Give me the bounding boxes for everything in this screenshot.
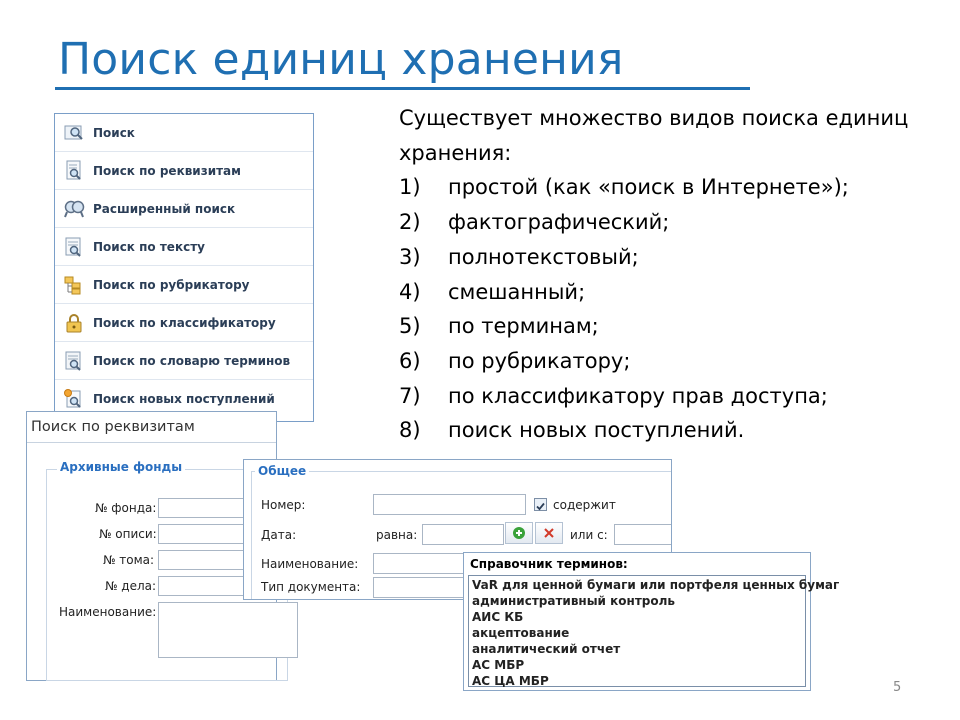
intro-text: Существует множество видов поиска единиц хранения: — [399, 106, 909, 165]
list-number: 6) — [399, 348, 421, 373]
list-item[interactable]: VaR для ценной бумаги или портфеля ценных бумаг — [472, 578, 840, 592]
terms-dictionary — [463, 552, 840, 691]
search-types-text — [399, 101, 939, 448]
text-search-icon — [63, 236, 85, 258]
terms-listbox[interactable] — [468, 575, 840, 688]
title-underline — [55, 87, 750, 90]
name-textarea[interactable] — [158, 602, 298, 658]
list-number: 4) — [399, 279, 421, 304]
list-text: простой (как «поиск в Интернете»); — [448, 175, 849, 200]
search-icon — [63, 122, 85, 144]
menu-item-label: Поиск новых поступлений — [93, 392, 275, 406]
menu-item-label: Поиск по тексту — [93, 239, 205, 254]
doc-type-label: Тип документа: — [261, 580, 361, 594]
list-item — [399, 344, 939, 379]
tom-label: № тома: — [103, 553, 155, 567]
search-types-list — [399, 170, 939, 448]
check-icon — [535, 501, 546, 512]
divider — [27, 442, 276, 443]
list-text: полнотекстовый; — [448, 244, 639, 269]
fond-label: № фонда: — [95, 501, 157, 515]
list-item — [399, 413, 939, 448]
list-text: по рубрикатору; — [448, 348, 631, 373]
menu-item-label: Поиск — [93, 125, 135, 140]
list-item[interactable]: АС МБР — [472, 658, 525, 672]
list-text: по терминам; — [448, 314, 599, 339]
list-number: 1) — [399, 175, 421, 200]
date-from-input[interactable] — [614, 524, 672, 545]
terms-header: Справочник терминов: — [470, 557, 628, 571]
delo-label: № дела: — [105, 579, 157, 593]
menu-item-dictionary-search[interactable] — [55, 342, 313, 380]
new-items-icon — [63, 388, 85, 410]
list-item — [399, 170, 939, 205]
number-input[interactable] — [373, 494, 526, 515]
list-number: 2) — [399, 210, 421, 235]
list-number: 8) — [399, 418, 421, 443]
list-text: поиск новых поступлений. — [448, 418, 745, 443]
menu-item-label: Поиск по словарю терминов — [93, 353, 291, 368]
date-equal-input[interactable] — [422, 524, 504, 545]
menu-item-classifier-search[interactable] — [55, 304, 313, 342]
page-number: 5 — [893, 680, 902, 695]
menu-item-text-search[interactable] — [55, 228, 313, 266]
plus-circle-icon — [512, 526, 526, 540]
close-icon — [543, 527, 555, 539]
list-item[interactable]: аналитический отчет — [472, 642, 621, 656]
calendar-button[interactable] — [505, 522, 533, 544]
dictionary-icon — [63, 350, 85, 372]
list-text: смешанный; — [448, 279, 586, 304]
list-item — [399, 240, 939, 275]
lock-icon — [63, 312, 85, 334]
list-text: фактографический; — [448, 210, 670, 235]
list-number: 7) — [399, 383, 421, 408]
form-title: Поиск по реквизитам — [31, 419, 195, 435]
menu-item-label: Поиск по реквизитам — [93, 163, 241, 178]
search-menu — [54, 113, 314, 422]
list-number: 5) — [399, 314, 421, 339]
list-item — [399, 275, 939, 310]
number-label: Номер: — [261, 498, 306, 512]
date-label: Дата: — [261, 528, 297, 542]
list-item[interactable]: АИС КБ — [472, 610, 524, 624]
equal-label: равна: — [376, 528, 418, 542]
contains-checkbox[interactable] — [534, 498, 547, 511]
list-item — [399, 379, 939, 414]
menu-item-rubricator-search[interactable] — [55, 266, 313, 304]
name-label: Наименование: — [59, 605, 157, 619]
list-item — [399, 309, 939, 344]
binoculars-icon — [63, 198, 85, 220]
fieldset-legend: Общее — [255, 464, 309, 478]
menu-item-label: Поиск по классификатору — [93, 315, 276, 330]
menu-item-advanced-search[interactable] — [55, 190, 313, 228]
or-from-label: или с: — [570, 528, 608, 542]
requisites-search-form — [26, 411, 277, 681]
opis-label: № описи: — [99, 527, 157, 541]
menu-item-search[interactable] — [55, 114, 313, 152]
contains-label: содержит — [553, 498, 616, 512]
fieldset-legend: Архивные фонды — [57, 460, 185, 474]
menu-item-label: Расширенный поиск — [93, 201, 236, 216]
menu-item-label: Поиск по рубрикатору — [93, 277, 250, 292]
list-item[interactable]: административный контроль — [472, 594, 675, 608]
document-search-icon — [63, 160, 85, 182]
list-text: по классификатору прав доступа; — [448, 383, 828, 408]
folder-tree-icon — [63, 274, 85, 296]
name-label: Наименование: — [261, 557, 359, 571]
clear-date-button[interactable] — [535, 522, 563, 544]
list-number: 3) — [399, 244, 421, 269]
slide-title: Поиск единиц хранения — [58, 34, 624, 85]
list-item[interactable]: акцептование — [472, 626, 570, 640]
list-item[interactable]: АС ЦА МБР — [472, 674, 549, 688]
menu-item-requisites-search[interactable] — [55, 152, 313, 190]
list-item — [399, 205, 939, 240]
